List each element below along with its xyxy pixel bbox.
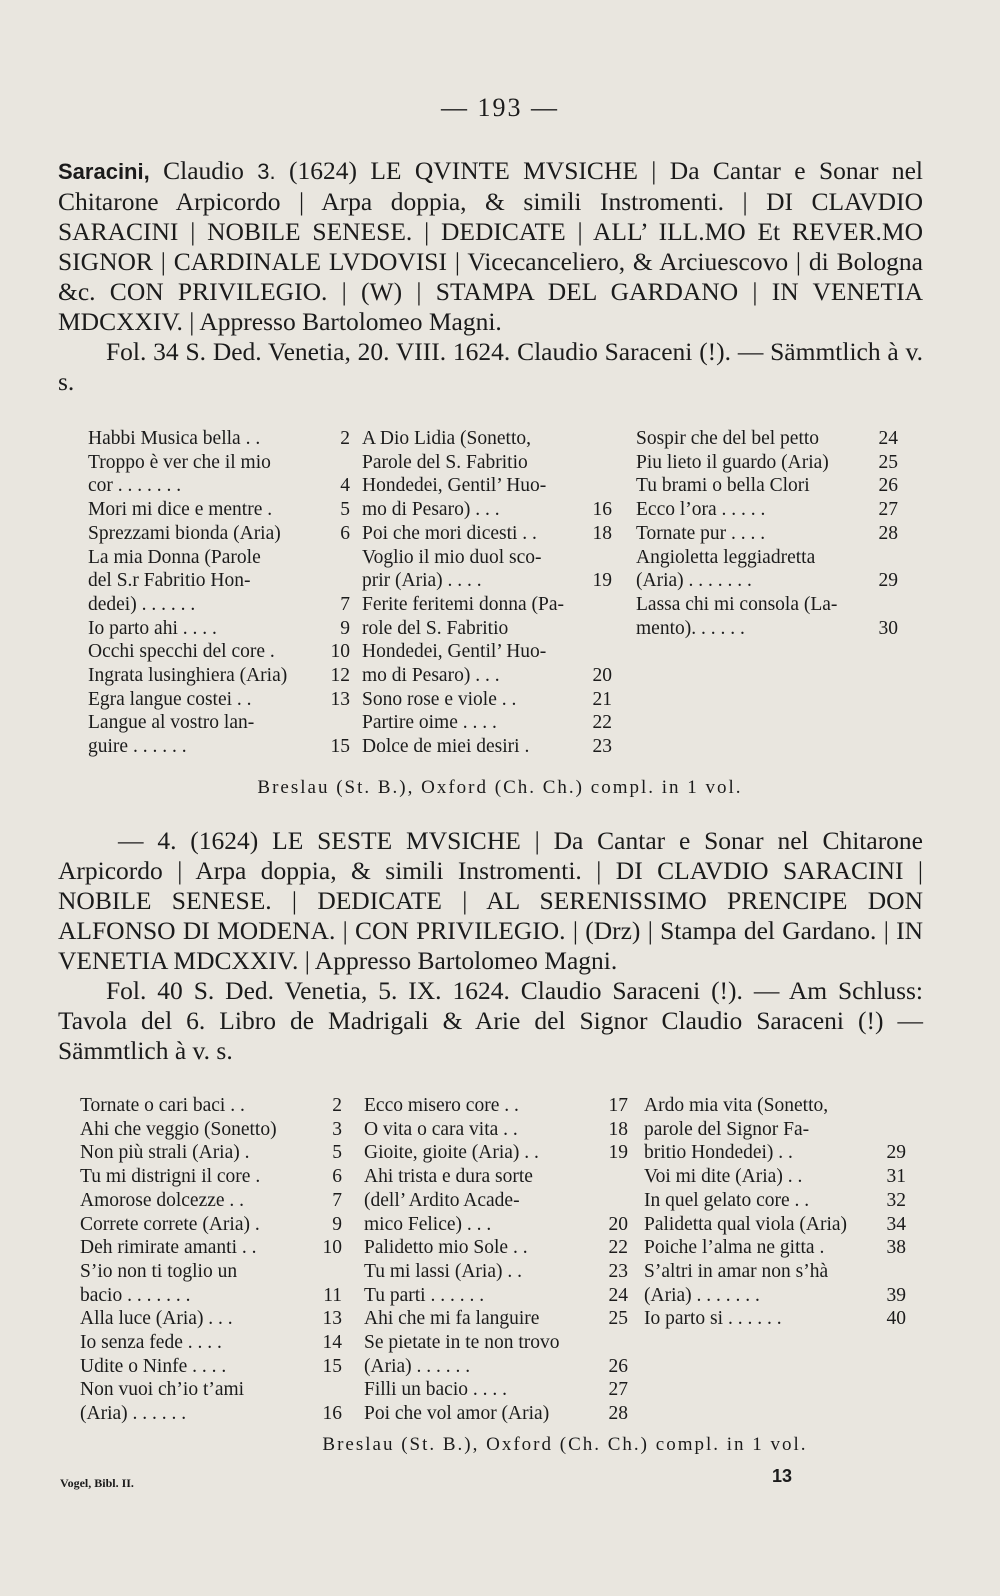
toc-entry-title: (Aria) . . . . . . . [644,1284,760,1306]
toc-entry [88,474,350,498]
toc-entry [362,711,612,735]
toc-entry-title: mo di Pesaro) . . . [362,499,500,521]
toc-entry-page: 16 [592,499,612,521]
toc-entry [362,498,612,522]
toc-entry-title: cor . . . . . . . [88,475,182,497]
toc-entry-page: 13 [322,1308,342,1330]
toc-entry-page: 19 [608,1142,628,1164]
toc-entry [636,474,898,498]
toc-column [636,427,898,759]
toc-entry-title: Deh rimirate amanti . . [80,1237,257,1259]
toc-entry-title: (Aria) . . . . . . . [636,570,752,592]
toc-entry-page: 10 [322,1237,342,1259]
toc-column [362,427,612,759]
toc-entry-title: Sprezzami bionda (Aria) [88,522,281,544]
toc-entry-title: Dolce de miei desiri . [362,736,530,758]
toc-entry-title: Ahi che mi fa languire [364,1308,540,1330]
entry-2-contents [80,1094,906,1426]
toc-entry-title: O vita o cara vita . . [364,1118,518,1140]
entry-2 [58,826,923,1066]
toc-entry [88,640,350,664]
toc-entry [644,1213,906,1237]
toc-entry-page: 22 [592,712,612,734]
toc-entry-page: 32 [886,1189,906,1211]
toc-entry-title: dedei) . . . . . . [88,593,196,615]
toc-entry-title: (Aria) . . . . . . [80,1403,187,1425]
toc-entry [80,1355,342,1379]
toc-entry-title: Io parto si . . . . . . [644,1308,782,1330]
toc-entry [364,1284,628,1308]
entry-2-title: — 4. (1624) LE SESTE MVSICHE | Da Cantar e Sonar nel Chitarone Arpicordo | Arpa doppia, & simili Instromenti. | DI CLAVDIO SARACINI | NOBILE SENESE. | DEDICATE | AL SERENISSIMO PRENCIPE DON ALFONSO DI MODENA. | CON PRIVILEGIO. | (Drz) | Stampa del Gardano. | IN VENETIA MDCXXIV. | Appresso Bartolomeo Magni. [58,826,923,975]
toc-entry-title: britio Hondedei) . . [644,1142,793,1164]
toc-entry-title: prir (Aria) . . . . [362,570,482,592]
toc-entry-page: 26 [608,1355,628,1377]
toc-entry-title: mento). . . . . . [636,617,745,639]
toc-entry-title: Poi che mori dicesti . . [362,522,537,544]
toc-entry-title: Io senza fede . . . . [80,1332,222,1354]
toc-entry [364,1402,628,1426]
toc-entry-title: A Dio Lidia (Sonetto, [362,428,531,449]
toc-entry-page: 7 [332,1189,342,1211]
footer-signature: Vogel, Bibl. II. [60,1476,134,1490]
toc-entry [88,546,350,570]
toc-entry [636,522,898,546]
toc-entry-page: 30 [878,617,898,639]
toc-entry-page: 4 [340,475,350,497]
toc-entry [644,1189,906,1213]
toc-entry [636,427,898,451]
entry-2-details: Fol. 40 S. Ded. Venetia, 5. IX. 1624. Claudio Saraceni (!). — Am Schluss: Tavola del 6. Libro de Madrigali & Arie del Signor Claudio Saraceni (!) — Sämmtlich à v. s. [58,976,923,1065]
toc-entry-title: guire . . . . . . [88,736,187,758]
toc-entry-title: Io parto ahi . . . . [88,617,217,639]
toc-entry-page: 27 [878,499,898,521]
toc-entry-page: 25 [608,1308,628,1330]
toc-entry-title: Amorose dolcezze . . [80,1189,245,1211]
toc-entry [80,1331,342,1355]
toc-entry [364,1355,628,1379]
toc-entry [80,1118,342,1142]
toc-entry-title: (Aria) . . . . . . [364,1355,471,1377]
toc-entry-page: 24 [878,428,898,449]
toc-entry [80,1402,342,1426]
toc-entry-page: 12 [330,665,350,687]
toc-entry-title: Correte correte (Aria) . [80,1213,260,1235]
toc-entry-title: Ahi che veggio (Sonetto) [80,1118,277,1140]
toc-entry [364,1118,628,1142]
toc-entry-title: Udite o Ninfe . . . . [80,1355,227,1377]
toc-entry-title: Filli un bacio . . . . [364,1379,507,1401]
toc-entry [88,664,350,688]
toc-entry-title: S’altri in amar non s’hà [644,1260,829,1282]
toc-entry-page: 6 [340,522,350,544]
toc-entry-page: 5 [332,1142,342,1164]
toc-entry-page: 22 [608,1237,628,1259]
toc-entry-title: Tu parti . . . . . . [364,1284,485,1306]
toc-entry [362,569,612,593]
toc-entry [364,1236,628,1260]
toc-entry-title: Parole del S. Fabritio [362,451,528,473]
toc-entry-title: In quel gelato core . . [644,1189,810,1211]
toc-entry-page: 34 [886,1213,906,1235]
toc-entry-page: 6 [332,1166,342,1188]
toc-entry-page: 25 [878,451,898,473]
toc-entry [644,1118,906,1142]
toc-entry-page: 17 [608,1095,628,1116]
toc-entry-title: Gioite, gioite (Aria) . . [364,1142,539,1164]
toc-entry-title: Alla luce (Aria) . . . [80,1308,233,1330]
toc-column [364,1094,628,1426]
toc-entry [362,522,612,546]
toc-column [644,1094,906,1426]
toc-entry [80,1236,342,1260]
toc-entry-page: 15 [322,1355,342,1377]
toc-entry-title: Ecco misero core . . [364,1095,519,1116]
toc-entry-title: Ecco l’ora . . . . . [636,499,766,521]
toc-entry-title: S’io non ti toglio un [80,1260,238,1282]
toc-entry [364,1307,628,1331]
toc-entry-page: 19 [592,570,612,592]
toc-entry-page: 10 [330,641,350,663]
toc-entry [362,617,612,641]
toc-entry-page: 2 [340,428,350,449]
toc-entry-title: Sospir che del bel petto [636,428,820,449]
toc-entry-page: 23 [592,736,612,758]
toc-entry-title: Partire oime . . . . [362,712,497,734]
toc-entry-title: Hondedei, Gentil’ Huo- [362,641,547,663]
toc-entry [88,735,350,759]
entry-1-details: Fol. 34 S. Ded. Venetia, 20. VIII. 1624. Claudio Saraceni (!). — Sämmtlich à v. s. [58,337,923,396]
toc-entry [80,1260,342,1284]
entry-1-holdings: Breslau (St. B.), Oxford (Ch. Ch.) compl. in 1 vol. [257,777,743,798]
toc-entry-page: 40 [886,1308,906,1330]
toc-entry-page: 15 [330,736,350,758]
toc-entry-title: Troppo è ver che il mio [88,451,271,473]
toc-entry-page: 24 [608,1284,628,1306]
toc-entry [636,451,898,475]
toc-entry [80,1094,342,1118]
toc-entry [80,1165,342,1189]
toc-entry-page: 18 [592,522,612,544]
toc-entry [88,427,350,451]
toc-entry-title: Sono rose e viole . . [362,688,517,710]
toc-entry-title: Non più strali (Aria) . [80,1142,250,1164]
toc-entry [80,1307,342,1331]
toc-entry [88,688,350,712]
toc-entry-title: Se pietate in te non trovo [364,1332,560,1354]
toc-entry [644,1165,906,1189]
entry-1 [58,156,923,397]
toc-entry [88,522,350,546]
toc-entry-page: 16 [322,1403,342,1425]
toc-entry-page: 9 [332,1213,342,1235]
entry-1-contents [88,427,898,759]
toc-column [80,1094,342,1426]
toc-entry-title: Piu lieto il guardo (Aria) [636,451,829,473]
toc-entry-title: Tu mi distrigni il core . [80,1166,261,1188]
toc-entry-title: parole del Signor Fa- [644,1118,810,1140]
toc-entry-title: Tornate pur . . . . [636,522,766,544]
toc-entry-page: 18 [608,1118,628,1140]
toc-entry-title: Ingrata lusinghiera (Aria) [88,665,288,687]
toc-entry [364,1189,628,1213]
toc-entry-title: Ahi trista e dura sorte [364,1166,533,1188]
toc-entry [364,1331,628,1355]
toc-entry [80,1189,342,1213]
toc-entry [88,498,350,522]
toc-entry-title: mo di Pesaro) . . . [362,665,500,687]
toc-entry-title: mico Felice) . . . [364,1213,492,1235]
toc-entry-title: bacio . . . . . . . [80,1284,191,1306]
toc-entry [88,593,350,617]
toc-entry [362,735,612,759]
toc-entry-page: 28 [608,1403,628,1425]
toc-entry [362,688,612,712]
toc-entry [362,640,612,664]
toc-entry-page: 3 [332,1118,342,1140]
toc-entry-page: 23 [608,1260,628,1282]
toc-entry [364,1141,628,1165]
toc-entry [636,546,898,570]
toc-entry-page: 2 [332,1095,342,1116]
toc-entry-page: 28 [878,522,898,544]
entry-number: 3. [257,159,276,184]
toc-entry-page: 7 [340,593,350,615]
toc-entry-title: Occhi specchi del core . [88,641,275,663]
toc-entry-title: Tornate o cari baci . . [80,1095,245,1116]
entry-1-title: Saracini, Claudio 3. (1624) LE QVINTE MVSICHE | Da Cantar e Sonar nel Chitarone Arpicordo | Arpa doppia, & simili Instromenti. | DI CLAVDIO SARACINI | NOBILE SENESE. | DEDICATE | ALL’ ILL.MO Et REVER.MO SIGNOR | CARDINALE LVDOVISI | Vicecanceliero, & Arciuescovo | di Bologna &c. CON PRIVILEGIO. | (W) | STAMPA DEL GARDANO | IN VENETIA MDCXXIV. | Appresso Bartolomeo Magni. [58,156,923,336]
toc-entry [364,1213,628,1237]
toc-entry-page: 20 [608,1213,628,1235]
toc-entry [80,1378,342,1402]
toc-entry [644,1094,906,1118]
toc-entry-page: 29 [878,570,898,592]
toc-entry-page: 11 [323,1284,342,1306]
toc-entry [362,593,612,617]
toc-entry [644,1284,906,1308]
toc-entry-title: Hondedei, Gentil’ Huo- [362,475,547,497]
toc-entry-page: 27 [608,1379,628,1401]
toc-entry [636,569,898,593]
entry-number: — 4. [118,826,177,855]
toc-entry-page: 39 [886,1284,906,1306]
toc-entry [88,711,350,735]
toc-entry-page: 26 [878,475,898,497]
toc-entry-page: 31 [886,1166,906,1188]
toc-entry-page: 5 [340,499,350,521]
toc-entry-title: Ardo mia vita (Sonetto, [644,1095,829,1116]
toc-column [88,427,350,759]
toc-entry-title: Langue al vostro lan- [88,712,255,734]
toc-entry-page: 9 [340,617,350,639]
toc-entry-title: Poiche l’alma ne gitta . [644,1237,825,1259]
toc-entry-title: Tu brami o bella Clori [636,475,810,497]
toc-entry-title: (dell’ Ardito Acade- [364,1189,520,1211]
toc-entry [644,1141,906,1165]
toc-entry-title: Mori mi dice e mentre . [88,499,273,521]
toc-entry-page: 14 [322,1332,342,1354]
toc-entry [364,1260,628,1284]
page-number: — 193 — [441,93,559,122]
toc-entry [636,617,898,641]
toc-entry-title: Non vuoi ch’io t’ami [80,1379,245,1401]
toc-entry [80,1284,342,1308]
toc-entry [362,427,612,451]
toc-entry [362,451,612,475]
toc-entry [644,1260,906,1284]
toc-entry-title: Voi mi dite (Aria) . . [644,1166,803,1188]
toc-entry-title: Palidetta qual viola (Aria) [644,1213,848,1235]
toc-entry-page: 29 [886,1142,906,1164]
toc-entry [364,1165,628,1189]
author-name: Saracini, [58,159,150,184]
toc-entry [364,1094,628,1118]
toc-entry [88,451,350,475]
toc-entry [644,1307,906,1331]
toc-entry-title: La mia Donna (Parole [88,546,261,568]
entry-2-holdings: Breslau (St. B.), Oxford (Ch. Ch.) compl. in 1 vol. [322,1434,808,1455]
toc-entry-title: del S.r Fabritio Hon- [88,570,251,592]
toc-entry-page: 38 [886,1237,906,1259]
toc-entry [88,617,350,641]
toc-entry-title: Voglio il mio duol sco- [362,546,542,568]
toc-entry [636,593,898,617]
toc-entry-page: 13 [330,688,350,710]
toc-entry [644,1236,906,1260]
toc-entry-title: Ferite feritemi donna (Pa- [362,593,564,615]
toc-entry-title: Angioletta leggiadretta [636,546,816,568]
toc-entry [88,569,350,593]
toc-entry [362,664,612,688]
toc-entry [364,1378,628,1402]
sheet-number: 13 [772,1466,793,1486]
toc-entry [362,474,612,498]
toc-entry-page: 20 [592,665,612,687]
toc-entry-title: Lassa chi mi consola (La- [636,593,838,615]
toc-entry-title: Egra langue costei . . [88,688,252,710]
toc-entry [636,498,898,522]
toc-entry-title: role del S. Fabritio [362,617,509,639]
toc-entry-title: Palidetto mio Sole . . [364,1237,528,1259]
toc-entry-title: Habbi Musica bella . . [88,428,261,449]
toc-entry [362,546,612,570]
toc-entry [80,1213,342,1237]
toc-entry-page: 21 [592,688,612,710]
toc-entry [80,1141,342,1165]
toc-entry-title: Poi che vol amor (Aria) [364,1403,550,1425]
toc-entry-title: Tu mi lassi (Aria) . . [364,1260,522,1282]
